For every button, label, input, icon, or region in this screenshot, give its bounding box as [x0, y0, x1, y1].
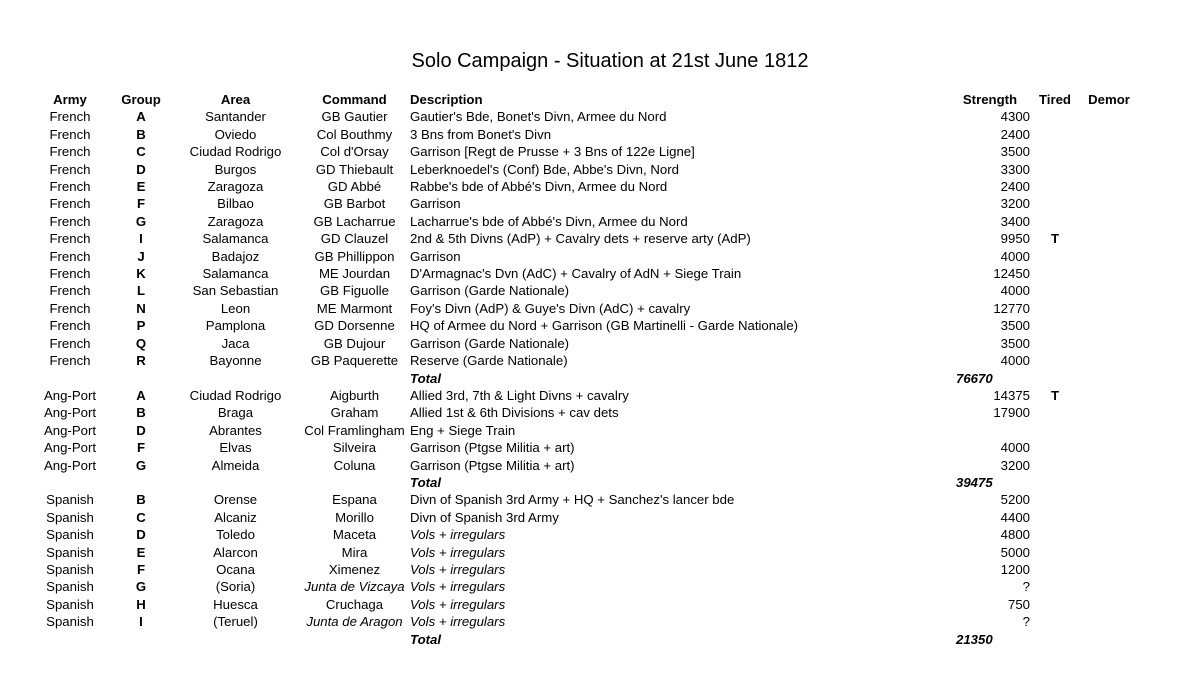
command-cell: Ximenez	[328, 561, 381, 577]
tired-cell	[1030, 335, 1080, 352]
strength-cell: 9950	[1000, 231, 1030, 247]
strength-cell: 4800	[1000, 527, 1030, 543]
table-row	[30, 509, 1138, 526]
demor-cell	[1080, 352, 1138, 369]
table-row	[30, 161, 1138, 178]
empty-cell	[1030, 370, 1080, 387]
area-cell: Braga	[217, 405, 254, 421]
command-cell: GD Dorsenne	[314, 318, 395, 334]
empty-cell	[1030, 631, 1080, 648]
description-cell: Vols + irregulars	[410, 544, 506, 560]
demor-cell	[1080, 213, 1138, 230]
demor-cell	[1080, 613, 1138, 630]
empty-cell	[110, 631, 172, 648]
army-cell: French	[49, 161, 91, 177]
total-label: Total	[410, 474, 442, 490]
demor-cell	[1080, 457, 1138, 474]
description-cell: Garrison	[410, 196, 461, 212]
description-cell: Garrison (Ptgse Militia + art)	[410, 440, 575, 456]
group-cell: C	[136, 509, 146, 525]
group-cell: B	[136, 126, 146, 142]
total-value: 76670	[956, 370, 993, 386]
army-cell: French	[49, 213, 91, 229]
demor-cell	[1080, 561, 1138, 578]
command-cell: ME Jourdan	[318, 266, 391, 282]
group-cell: G	[135, 213, 147, 229]
group-cell: I	[139, 231, 143, 247]
empty-cell	[299, 474, 410, 491]
page-title: Solo Campaign - Situation at 21st June 1812	[411, 50, 809, 72]
strength-cell: 5200	[1000, 492, 1030, 508]
tired-cell	[1030, 317, 1080, 334]
table-row	[30, 544, 1138, 561]
description-cell: Leberknoedel's (Conf) Bde, Abbe's Divn, Nord	[410, 161, 679, 177]
demor-cell	[1080, 317, 1138, 334]
description-cell: D'Armagnac's Dvn (AdC) + Cavalry of AdN + Siege Train	[410, 266, 742, 282]
table-row	[30, 404, 1138, 421]
army-cell: Spanish	[46, 544, 94, 560]
empty-cell	[1080, 370, 1138, 387]
command-cell: GB Gautier	[321, 109, 388, 125]
strength-cell: 2400	[1000, 126, 1030, 142]
area-cell: Badajoz	[211, 248, 260, 264]
area-cell: Ciudad Rodrigo	[189, 387, 282, 403]
command-cell: GB Phillippon	[314, 248, 395, 264]
tired-cell: T	[1050, 231, 1060, 247]
command-cell: GD Thiebault	[315, 161, 394, 177]
area-cell: Elvas	[219, 440, 252, 456]
command-cell: Coluna	[333, 457, 376, 473]
table-row	[30, 108, 1138, 125]
tired-cell	[1030, 526, 1080, 543]
strength-cell: 17900	[993, 405, 1030, 421]
header-description: Description	[410, 92, 483, 107]
army-cell: Ang-Port	[43, 422, 97, 438]
army-cell: Spanish	[46, 614, 94, 630]
group-cell: B	[136, 405, 146, 421]
demor-cell	[1080, 178, 1138, 195]
description-cell: Garrison (Garde Nationale)	[410, 283, 570, 299]
command-cell: GB Dujour	[323, 335, 386, 351]
group-cell: E	[136, 179, 146, 195]
command-cell: Espana	[332, 492, 377, 508]
group-cell: A	[136, 109, 146, 125]
area-cell: (Soria)	[215, 579, 256, 595]
demor-cell	[1080, 161, 1138, 178]
tired-cell	[1030, 108, 1080, 125]
table-row	[30, 178, 1138, 195]
table-row	[30, 230, 1138, 247]
strength-cell: 1200	[1000, 561, 1030, 577]
area-cell: Jaca	[221, 335, 250, 351]
group-cell: D	[136, 527, 146, 543]
demor-cell	[1080, 439, 1138, 456]
demor-cell	[1080, 126, 1138, 143]
header-strength: Strength	[962, 92, 1018, 107]
description-cell: HQ of Armee du Nord + Garrison (GB Martinelli - Garde Nationale)	[410, 318, 799, 334]
tired-cell	[1030, 578, 1080, 595]
army-cell: French	[49, 300, 91, 316]
total-label: Total	[410, 631, 442, 647]
command-cell: Graham	[330, 405, 379, 421]
strength-cell: ?	[1022, 614, 1030, 630]
demor-cell	[1080, 422, 1138, 439]
table-row	[30, 387, 1138, 404]
demor-cell	[1080, 491, 1138, 508]
strength-cell	[950, 422, 1030, 439]
demor-cell	[1080, 509, 1138, 526]
strength-cell: 4000	[1000, 353, 1030, 369]
tired-cell	[1030, 544, 1080, 561]
demor-cell	[1080, 265, 1138, 282]
command-cell: Col Bouthmy	[316, 126, 393, 142]
group-cell: E	[136, 544, 146, 560]
table-row	[30, 265, 1138, 282]
area-cell: Leon	[220, 300, 251, 316]
command-cell: Maceta	[332, 527, 377, 543]
description-cell: Allied 3rd, 7th & Light Divns + cavalry	[410, 387, 629, 403]
table-row	[30, 457, 1138, 474]
empty-cell	[172, 474, 299, 491]
area-cell: Abrantes	[209, 422, 262, 438]
army-cell: French	[49, 353, 91, 369]
tired-cell	[1030, 404, 1080, 421]
tired-cell	[1030, 422, 1080, 439]
command-cell: Junta de Aragon	[306, 614, 403, 630]
demor-cell	[1080, 596, 1138, 613]
table-row	[30, 126, 1138, 143]
strength-cell: 5000	[1000, 544, 1030, 560]
tired-cell	[1030, 561, 1080, 578]
army-cell: Spanish	[46, 509, 94, 525]
description-cell: Gautier's Bde, Bonet's Divn, Armee du Nord	[410, 109, 667, 125]
command-cell: Cruchaga	[325, 596, 384, 612]
command-cell: Morillo	[335, 509, 374, 525]
group-cell: N	[136, 300, 146, 316]
demor-cell	[1080, 230, 1138, 247]
table-row	[30, 317, 1138, 334]
demor-cell	[1080, 195, 1138, 212]
group-cell: F	[136, 440, 146, 456]
strength-cell: 12770	[993, 300, 1030, 316]
area-cell: Zaragoza	[207, 213, 264, 229]
group-cell: B	[136, 492, 146, 508]
description-cell: Vols + irregulars	[410, 614, 506, 630]
empty-cell	[110, 474, 172, 491]
command-cell: Junta de Vizcaya	[304, 579, 405, 595]
description-cell: Eng + Siege Train	[410, 422, 516, 438]
army-cell: French	[49, 126, 91, 142]
tired-cell	[1030, 439, 1080, 456]
area-cell: Alarcon	[213, 544, 258, 560]
group-cell: G	[135, 457, 147, 473]
header-area: Area	[220, 92, 251, 107]
description-cell: Vols + irregulars	[410, 596, 506, 612]
description-cell: Rabbe's bde of Abbé's Divn, Armee du Nord	[410, 179, 668, 195]
group-cell: C	[136, 144, 146, 160]
area-cell: Huesca	[213, 596, 258, 612]
army-cell: Ang-Port	[43, 405, 97, 421]
group-cell: H	[136, 596, 146, 612]
empty-cell	[110, 370, 172, 387]
empty-cell	[30, 631, 110, 648]
area-cell: Toledo	[216, 527, 255, 543]
demor-cell	[1080, 387, 1138, 404]
header-row	[30, 91, 1138, 108]
empty-cell	[299, 631, 410, 648]
tired-cell	[1030, 195, 1080, 212]
description-cell: Garrison (Garde Nationale)	[410, 335, 570, 351]
area-cell: Ciudad Rodrigo	[189, 144, 282, 160]
command-cell: GB Lacharrue	[313, 213, 396, 229]
group-cell: G	[135, 579, 147, 595]
tired-cell	[1030, 178, 1080, 195]
army-cell: French	[49, 144, 91, 160]
table-row	[30, 143, 1138, 160]
demor-cell	[1080, 578, 1138, 595]
army-cell: French	[49, 109, 91, 125]
army-cell: Ang-Port	[43, 387, 97, 403]
army-cell: Spanish	[46, 527, 94, 543]
empty-cell	[1080, 631, 1138, 648]
group-cell: P	[136, 318, 146, 334]
tired-cell	[1030, 161, 1080, 178]
command-cell: Aigburth	[329, 387, 380, 403]
header-tired: Tired	[1038, 92, 1071, 107]
area-cell: Burgos	[214, 161, 257, 177]
description-cell: Vols + irregulars	[410, 561, 506, 577]
description-cell: Vols + irregulars	[410, 527, 506, 543]
group-cell: K	[136, 266, 146, 282]
area-cell: Salamanca	[202, 231, 269, 247]
demor-cell	[1080, 282, 1138, 299]
command-cell: GD Clauzel	[320, 231, 389, 247]
group-cell: D	[136, 422, 146, 438]
demor-cell	[1080, 108, 1138, 125]
empty-cell	[1030, 474, 1080, 491]
header-command: Command	[322, 92, 387, 107]
group-cell: D	[136, 161, 146, 177]
table-row	[30, 613, 1138, 630]
army-cell: French	[49, 231, 91, 247]
army-cell: Spanish	[46, 596, 94, 612]
area-cell: San Sebastian	[192, 283, 279, 299]
command-cell: Col d'Orsay	[320, 144, 389, 160]
group-cell: Q	[135, 335, 147, 351]
tired-cell	[1030, 509, 1080, 526]
empty-cell	[172, 370, 299, 387]
table-row	[30, 248, 1138, 265]
description-cell: Foy's Divn (AdP) & Guye's Divn (AdC) + cavalry	[410, 300, 691, 316]
table-row	[30, 300, 1138, 317]
army-cell: French	[49, 266, 91, 282]
description-cell: Garrison (Ptgse Militia + art)	[410, 457, 575, 473]
tired-cell	[1030, 613, 1080, 630]
table-row	[30, 282, 1138, 299]
description-cell: Divn of Spanish 3rd Army + HQ + Sanchez's lancer bde	[410, 492, 735, 508]
strength-cell: 3300	[1000, 161, 1030, 177]
table-row	[30, 578, 1138, 595]
demor-cell	[1080, 544, 1138, 561]
army-cell: French	[49, 335, 91, 351]
area-cell: Salamanca	[202, 266, 269, 282]
table-row	[30, 439, 1138, 456]
command-cell: GB Figuolle	[320, 283, 389, 299]
tired-cell	[1030, 352, 1080, 369]
group-cell: I	[139, 614, 143, 630]
empty-cell	[172, 631, 299, 648]
total-row	[30, 370, 1138, 387]
description-cell: Divn of Spanish 3rd Army	[410, 509, 559, 525]
header-group: Group	[121, 92, 161, 107]
tired-cell	[1030, 282, 1080, 299]
demor-cell	[1080, 404, 1138, 421]
demor-cell	[1080, 335, 1138, 352]
strength-cell: 4000	[1000, 440, 1030, 456]
army-cell: Spanish	[46, 492, 94, 508]
table-row	[30, 422, 1138, 439]
strength-cell: ?	[1022, 579, 1030, 595]
strength-cell: 750	[1007, 596, 1030, 612]
command-cell: Mira	[341, 544, 368, 560]
area-cell: Alcaniz	[214, 509, 257, 525]
table-row	[30, 352, 1138, 369]
area-cell: Bilbao	[217, 196, 254, 212]
header-demor: Demor	[1088, 92, 1130, 107]
command-cell: ME Marmont	[316, 300, 393, 316]
table-body	[30, 108, 1138, 648]
strength-cell: 3200	[1000, 196, 1030, 212]
area-cell: Orense	[213, 492, 258, 508]
tired-cell	[1030, 248, 1080, 265]
total-value: 21350	[956, 631, 993, 647]
command-cell: GD Abbé	[327, 179, 382, 195]
tired-cell	[1030, 596, 1080, 613]
total-row	[30, 631, 1138, 648]
group-cell: A	[136, 387, 146, 403]
total-value: 39475	[956, 474, 993, 490]
strength-cell: 4400	[1000, 509, 1030, 525]
empty-cell	[299, 370, 410, 387]
tired-cell	[1030, 265, 1080, 282]
strength-cell: 3200	[1000, 457, 1030, 473]
tired-cell	[1030, 300, 1080, 317]
header-army: Army	[53, 92, 87, 107]
total-label: Total	[410, 370, 442, 386]
description-cell: 2nd & 5th Divns (AdP) + Cavalry dets + reserve arty (AdP)	[410, 231, 751, 247]
army-cell: Spanish	[46, 579, 94, 595]
description-cell: Vols + irregulars	[410, 579, 506, 595]
description-cell: Reserve (Garde Nationale)	[410, 353, 568, 369]
army-cell: French	[49, 248, 91, 264]
strength-cell: 3500	[1000, 335, 1030, 351]
strength-cell: 4000	[1000, 283, 1030, 299]
army-cell: Ang-Port	[43, 457, 97, 473]
demor-cell	[1080, 143, 1138, 160]
demor-cell	[1080, 248, 1138, 265]
area-cell: Almeida	[211, 457, 260, 473]
description-cell: Lacharrue's bde of Abbé's Divn, Armee du Nord	[410, 213, 688, 229]
description-cell: Garrison	[410, 248, 461, 264]
command-cell: Col Framlingham	[304, 422, 405, 438]
area-cell: Zaragoza	[207, 179, 264, 195]
tired-cell	[1030, 143, 1080, 160]
army-cell: Spanish	[46, 561, 94, 577]
description-cell: Garrison [Regt de Prusse + 3 Bns of 122e Ligne]	[410, 144, 695, 160]
group-cell: L	[136, 283, 146, 299]
description-cell: Allied 1st & 6th Divisions + cav dets	[410, 405, 619, 421]
table-row	[30, 213, 1138, 230]
strength-cell: 3500	[1000, 144, 1030, 160]
area-cell: Oviedo	[214, 126, 257, 142]
table-row	[30, 561, 1138, 578]
army-cell: Ang-Port	[43, 440, 97, 456]
strength-cell: 2400	[1000, 179, 1030, 195]
command-cell: GB Barbot	[323, 196, 386, 212]
strength-cell: 14375	[993, 387, 1030, 403]
army-cell: French	[49, 179, 91, 195]
strength-cell: 4300	[1000, 109, 1030, 125]
strength-cell: 12450	[993, 266, 1030, 282]
area-cell: Bayonne	[209, 353, 262, 369]
table-row	[30, 596, 1138, 613]
tired-cell	[1030, 126, 1080, 143]
description-cell: 3 Bns from Bonet's Divn	[410, 126, 552, 142]
demor-cell	[1080, 526, 1138, 543]
group-cell: F	[136, 196, 146, 212]
strength-cell: 4000	[1000, 248, 1030, 264]
area-cell: (Teruel)	[213, 614, 258, 630]
empty-cell	[30, 474, 110, 491]
command-cell: Silveira	[332, 440, 377, 456]
tired-cell	[1030, 457, 1080, 474]
empty-cell	[30, 370, 110, 387]
table-row	[30, 491, 1138, 508]
table-row	[30, 526, 1138, 543]
army-cell: French	[49, 318, 91, 334]
area-cell: Ocana	[216, 561, 255, 577]
tired-cell	[1030, 491, 1080, 508]
group-cell: F	[136, 561, 146, 577]
campaign-table	[30, 91, 1138, 648]
strength-cell: 3500	[1000, 318, 1030, 334]
strength-cell: 3400	[1000, 213, 1030, 229]
tired-cell: T	[1050, 387, 1060, 403]
demor-cell	[1080, 300, 1138, 317]
area-cell: Pamplona	[205, 318, 266, 334]
command-cell: GB Paquerette	[310, 353, 399, 369]
total-row	[30, 474, 1138, 491]
army-cell: French	[49, 283, 91, 299]
army-cell: French	[49, 196, 91, 212]
table-row	[30, 195, 1138, 212]
table-row	[30, 335, 1138, 352]
empty-cell	[1080, 474, 1138, 491]
tired-cell	[1030, 213, 1080, 230]
area-cell: Santander	[205, 109, 266, 125]
group-cell: J	[137, 248, 145, 264]
group-cell: R	[136, 353, 146, 369]
